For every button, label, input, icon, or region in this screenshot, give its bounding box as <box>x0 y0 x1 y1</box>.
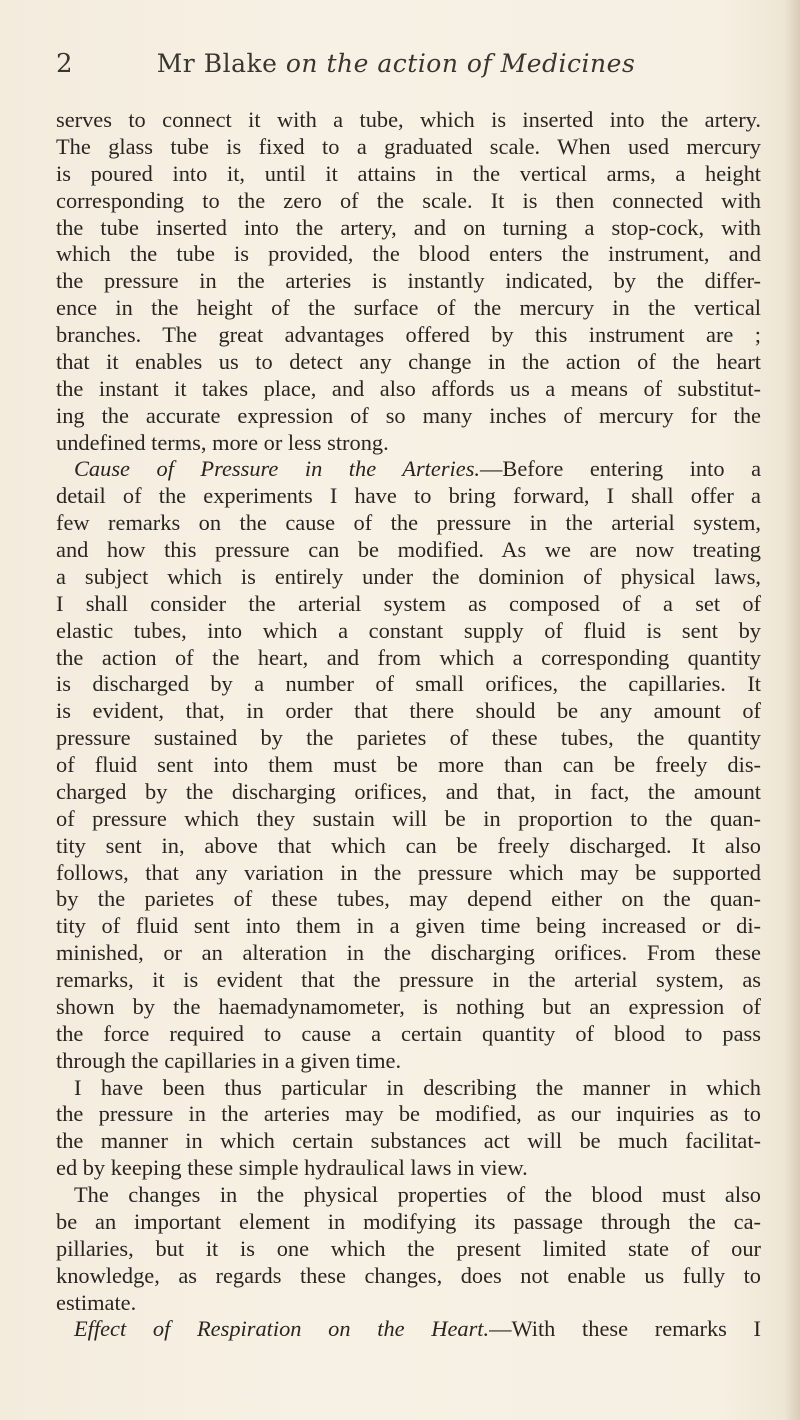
section-heading: Effect of Respiration on the Heart. <box>74 1316 490 1342</box>
text-line <box>56 1182 761 1209</box>
line-text: the force required to cause a certain quantity of blood to pass <box>56 1020 761 1046</box>
line-text: through the capillaries in a given time. <box>56 1047 402 1073</box>
line-text: —With these remarks I <box>489 1316 761 1342</box>
line-text: of pressure which they sustain will be in proportion to the quan- <box>56 805 761 831</box>
line-text: minished, or an alteration in the discharging orifices. From these <box>56 940 761 966</box>
line-text: few remarks on the cause of the pressure in the arterial system, <box>56 510 761 536</box>
text-line <box>56 913 761 940</box>
text-line <box>56 483 761 510</box>
text-line <box>56 725 761 752</box>
text-line <box>56 134 761 161</box>
text-line <box>56 645 761 672</box>
line-text: the pressure in the arteries is instantly indicated, by the differ- <box>56 268 761 294</box>
line-text: —Before entering into a <box>480 456 762 482</box>
running-title <box>56 48 736 80</box>
line-text: tity of fluid sent into them in a given time being increased or di- <box>56 913 761 939</box>
line-text: charged by the discharging orifices, and that, in fact, the amount <box>56 778 761 804</box>
line-text: undefined terms, more or less strong. <box>56 429 389 455</box>
text-line <box>56 1075 761 1102</box>
line-text: branches. The great advantages offered by this instrument are ; <box>56 322 761 347</box>
line-text: The glass tube is fixed to a graduated scale. When used mercury <box>56 133 761 159</box>
line-text: detail of the experiments I have to bring forward, I shall offer a <box>56 483 761 509</box>
text-line <box>56 564 761 591</box>
line-text: tity sent in, above that which can be freely discharged. It also <box>56 832 761 858</box>
body-text <box>56 107 761 1343</box>
line-text: a subject which is entirely under the dominion of physical laws, <box>56 563 761 589</box>
text-line <box>56 510 761 537</box>
line-text: the manner in which certain substances act will be much facilitat- <box>56 1128 761 1154</box>
text-line <box>56 268 761 295</box>
text-line <box>56 779 761 806</box>
line-text: pillaries, but it is one which the present limited state of our <box>56 1235 761 1261</box>
text-line <box>56 1236 761 1263</box>
text-line <box>56 752 761 779</box>
line-text: be an important element in modifying its passage through the ca- <box>56 1208 761 1234</box>
text-line <box>56 806 761 833</box>
line-text: ence in the height of the surface of the mercury in the vertical <box>56 295 761 321</box>
text-line <box>56 161 761 188</box>
line-text: The changes in the physical properties of the blood must also <box>74 1182 761 1207</box>
line-text: elastic tubes, into which a constant supply of fluid is sent by <box>56 617 761 643</box>
text-line <box>56 322 761 349</box>
line-text: and how this pressure can be modified. As we are now treating <box>56 537 761 562</box>
line-text: which the tube is provided, the blood enters the instrument, and <box>56 241 761 267</box>
line-text: the action of the heart, and from which a corresponding quantity <box>56 644 761 670</box>
running-header <box>56 48 736 88</box>
text-line <box>56 430 761 457</box>
line-text: by the parietes of these tubes, may depend either on the quan- <box>56 886 761 912</box>
text-line <box>56 456 761 483</box>
line-text: is discharged by a number of small orifices, the capillaries. It <box>56 671 761 697</box>
text-line <box>56 994 761 1021</box>
text-line <box>56 618 761 645</box>
line-text: that it enables us to detect any change in the action of the heart <box>56 348 761 374</box>
line-text: shown by the haemadynamometer, is nothing but an expression of <box>56 993 761 1019</box>
line-text: of fluid sent into them must be more than can be freely dis- <box>56 752 761 777</box>
text-line <box>56 1048 761 1075</box>
text-line <box>56 376 761 403</box>
line-text: pressure sustained by the parietes of these tubes, the quantity <box>56 725 761 751</box>
text-line <box>56 188 761 215</box>
text-line <box>56 833 761 860</box>
text-line <box>56 537 761 564</box>
page-number: 2 <box>56 49 73 79</box>
line-text: the pressure in the arteries may be modified, as our inquiries as to <box>56 1101 761 1127</box>
line-text: estimate. <box>56 1289 137 1315</box>
text-line <box>56 671 761 698</box>
text-line <box>56 295 761 322</box>
text-line <box>56 107 761 134</box>
text-line <box>56 1316 761 1343</box>
text-line <box>56 1128 761 1155</box>
line-text: remarks, it is evident that the pressure in the arterial system, as <box>56 967 761 992</box>
line-text: serves to connect it with a tube, which is inserted into the artery. <box>56 107 761 132</box>
line-text: ed by keeping these simple hydraulical laws in view. <box>56 1155 528 1181</box>
text-line <box>56 940 761 967</box>
text-line <box>56 591 761 618</box>
text-line <box>56 1155 761 1182</box>
text-line <box>56 349 761 376</box>
text-line <box>56 1209 761 1236</box>
line-text: knowledge, as regards these changes, does not enable us fully to <box>56 1262 761 1288</box>
line-text: ing the accurate expression of so many inches of mercury for the <box>56 402 761 428</box>
line-text: I shall consider the arterial system as composed of a set of <box>56 590 761 616</box>
section-heading: Cause of Pressure in the Arteries. <box>74 456 481 482</box>
line-text: is evident, that, in order that there should be any amount of <box>56 698 761 724</box>
running-title-subject: on the action of Medicines <box>285 49 636 78</box>
text-line <box>56 241 761 268</box>
line-text: I have been thus particular in describing the manner in which <box>74 1074 761 1100</box>
page-edge-shadow <box>784 0 800 1420</box>
text-line <box>56 1101 761 1128</box>
line-text: the tube inserted into the artery, and on turning a stop-cock, with <box>56 214 761 240</box>
running-title-author: Mr Blake <box>156 49 278 78</box>
line-text: the instant it takes place, and also affords us a means of substitut- <box>56 375 761 401</box>
line-text: follows, that any variation in the pressure which may be supported <box>56 859 761 885</box>
line-text: corresponding to the zero of the scale. It is then connected with <box>56 187 761 213</box>
text-line <box>56 403 761 430</box>
text-line <box>56 1021 761 1048</box>
text-line <box>56 886 761 913</box>
text-line <box>56 1290 761 1317</box>
text-line <box>56 860 761 887</box>
line-text: is poured into it, until it attains in the vertical arms, a height <box>56 160 761 186</box>
text-line <box>56 215 761 242</box>
text-line <box>56 698 761 725</box>
text-line <box>56 1263 761 1290</box>
text-line <box>56 967 761 994</box>
